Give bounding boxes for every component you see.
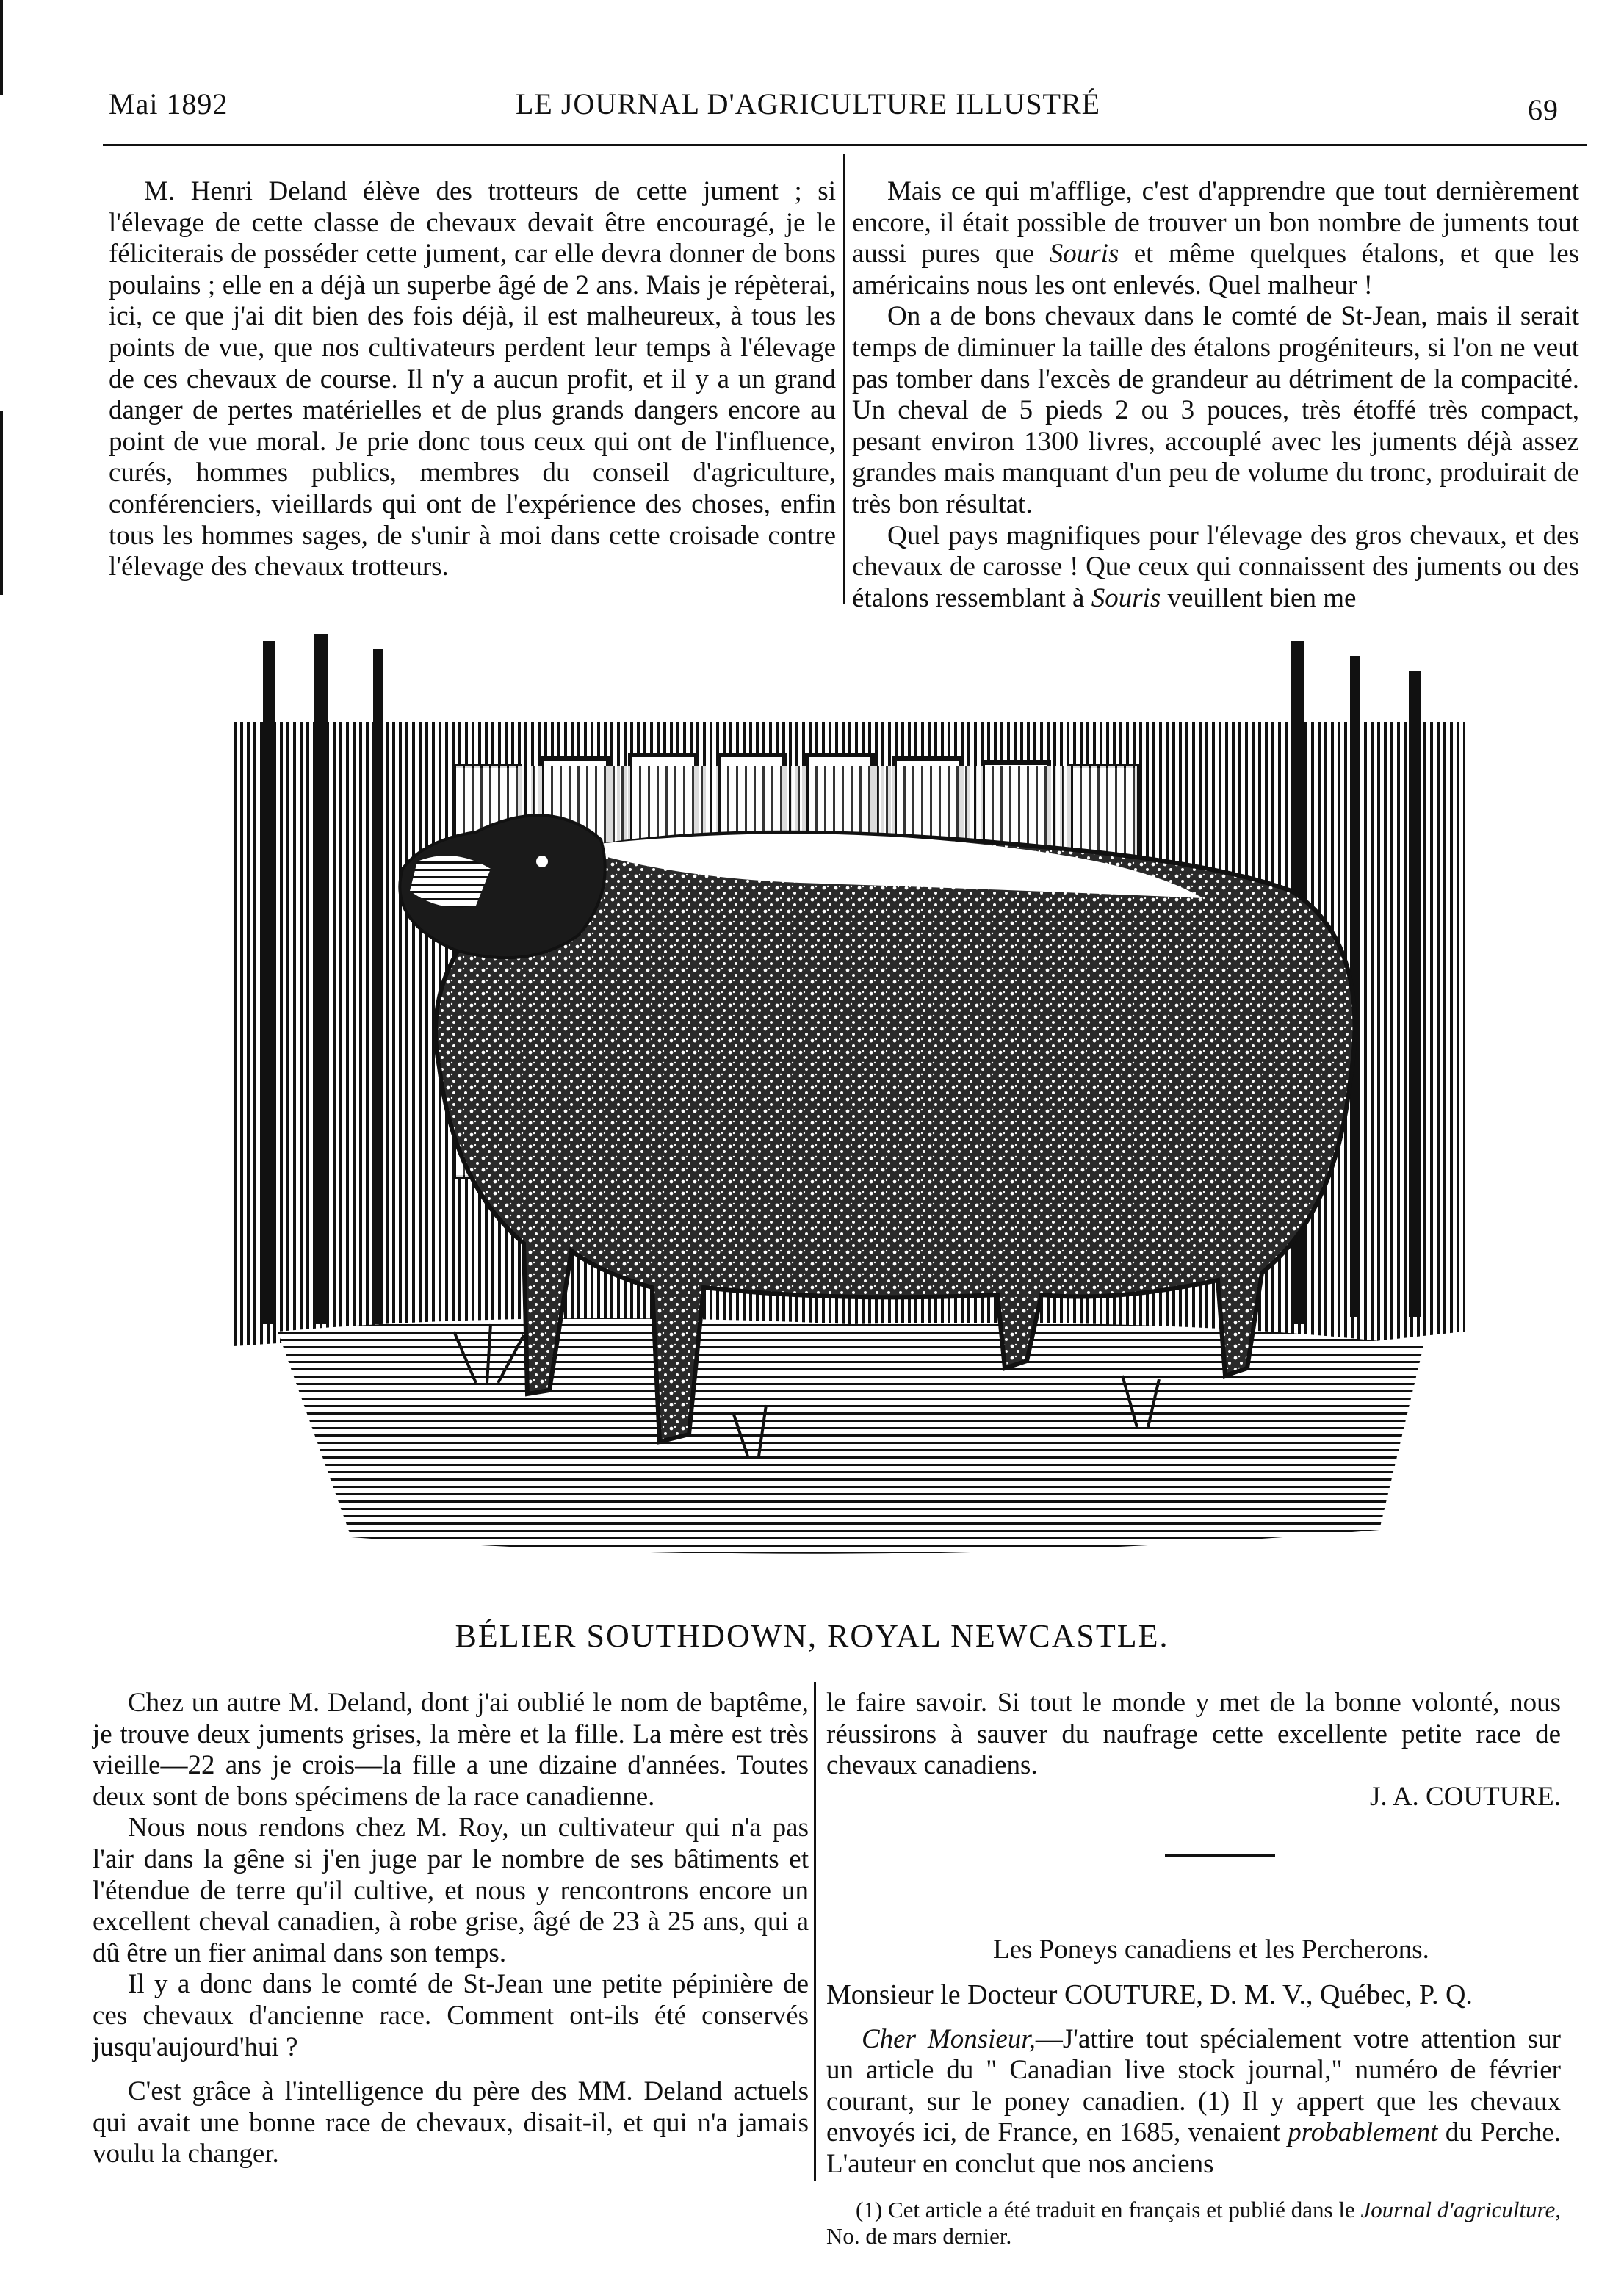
top-right-column [852,176,1579,614]
paragraph: Mais ce qui m'afflige, c'est d'apprendre que tout dernièrement encore, il était possible de trouver un bon nombre de juments tout aussi pures que Souris et même quelques étalons, et que les américains nous les ont enlevés. Quel malheur ! [852,176,1580,300]
section-title: Les Poneys canadiens et les Percherons. [993,1934,1429,1965]
paragraph: le faire savoir. Si tout le monde y met de la bonne volonté, nous réussirons à sauver du naufrage cette excellente petite race de chevaux canadiens. [826,1688,1561,1781]
paragraph: On a de bons chevaux dans le comté de St-Jean, mais il serait temps de diminuer la taille des étalons progéniteurs, si l'on ne veut pas tomber dans l'excès de grandeur au détriment de la compacité. Un cheval de 5 pieds 2 ou 3 pouces, très étoffé très compact, pesant environ 1300 livres, accouplé avec les juments déjà assez grandes mais manquant d'un peu de volume du tronc, produirait de très bon résultat. [852,301,1579,519]
bottom-right-column [826,1688,1561,2250]
bottom-left-column [93,1688,809,2170]
scan-edge-mark [0,0,3,95]
paragraph: Il y a donc dans le comté de St-Jean une petite pépinière de ces chevaux d'ancienne race. Comment ont-ils été conservés jusqu'aujourd'hui ? [93,1969,809,2062]
column-divider [843,154,845,604]
paragraph: C'est grâce à l'intelligence du père des MM. Deland actuels qui avait une bonne race de chevaux, disait-il, et qui n'a jamais voulu la changer. [93,2076,809,2170]
section-separator [1165,1854,1275,1857]
journal-title: LE JOURNAL D'AGRICULTURE ILLUSTRÉ [516,87,1101,120]
top-left-column [109,176,836,583]
footnote: (1) Cet article a été traduit en français et publié dans le Journal d'agriculture, No. de mars dernier. [826,2196,1562,2249]
signature: J. A. COUTURE. [1369,1781,1561,1812]
header-rule [103,144,1587,146]
illustration-caption: BÉLIER SOUTHDOWN, ROYAL NEWCASTLE. [455,1618,1169,1654]
scan-edge-mark [0,411,3,595]
paragraph: Chez un autre M. Deland, dont j'ai oublié le nom de baptême, je trouve deux juments grises, la mère et la fille. La mère est très vieille—22 ans je crois—la fille a une dizaine d'années. Toutes deux sont de bons spécimens de la race canadienne. [93,1688,809,1812]
salutation: Monsieur le Docteur COUTURE, D. M. V., Québec, P. Q. [826,1979,1473,2010]
paragraph: Nous nous rendons chez M. Roy, un cultivateur qui n'a pas l'air dans la gêne si j'en juge par le nombre de ses bâtiments et l'étendue de terre qu'il cultive, et nous y rencontrons encore un excellent cheval canadien, à robe grise, âgé de 23 à 25 ans, qui a dû être un fier animal dans son temps. [93,1813,809,1968]
page-number: 69 [1528,93,1559,126]
letter-paragraph: Cher Monsieur,—J'attire tout spécialement votre attention sur un article du " Canadian live stock journal," numéro de février courant, sur le poney canadien. (1) Il y appert que les chevaux envoyés ici, de France, en 1685, venaient probablement du Perche. L'auteur en conclut que nos anciens [826,2023,1561,2179]
paragraph: M. Henri Deland élève des trotteurs de cette jument ; si l'élevage de cette classe de chevaux devait être encouragé, je le féliciterais de posséder cette jument, car elle devra donner de bons poulains ; elle en a déjà un superbe âgé de 2 ans. Mais je répèterai, ici, ce que j'ai dit bien des fois déjà, il est malheureux, à tous les points de vue, que nos cultivateurs perdent leur temps à l'élevage de ces chevaux de course. Il n'y a aucun profit, et il y a un grand danger de pertes matérielles et de plus grands dangers encore au point de vue moral. Je prie donc tous ceux qui ont de l'influence, curés, hommes publics, membres du conseil d'agriculture, conférenciers, vieillards qui ont de l'expérience des choses, enfin tous les hommes sages, de s'unir à moi dans cette croisade contre l'élevage des chevaux trotteurs. [109,176,836,582]
header-date: Mai 1892 [109,87,228,120]
column-divider [814,1682,816,2181]
paragraph: Quel pays magnifiques pour l'élevage des gros chevaux, et des chevaux de carosse ! Que ceux qui connaissent des juments ou des étalons ressemblant à Souris veuillent bien me [852,520,1579,613]
ram-engraving-illustration [234,626,1465,1603]
